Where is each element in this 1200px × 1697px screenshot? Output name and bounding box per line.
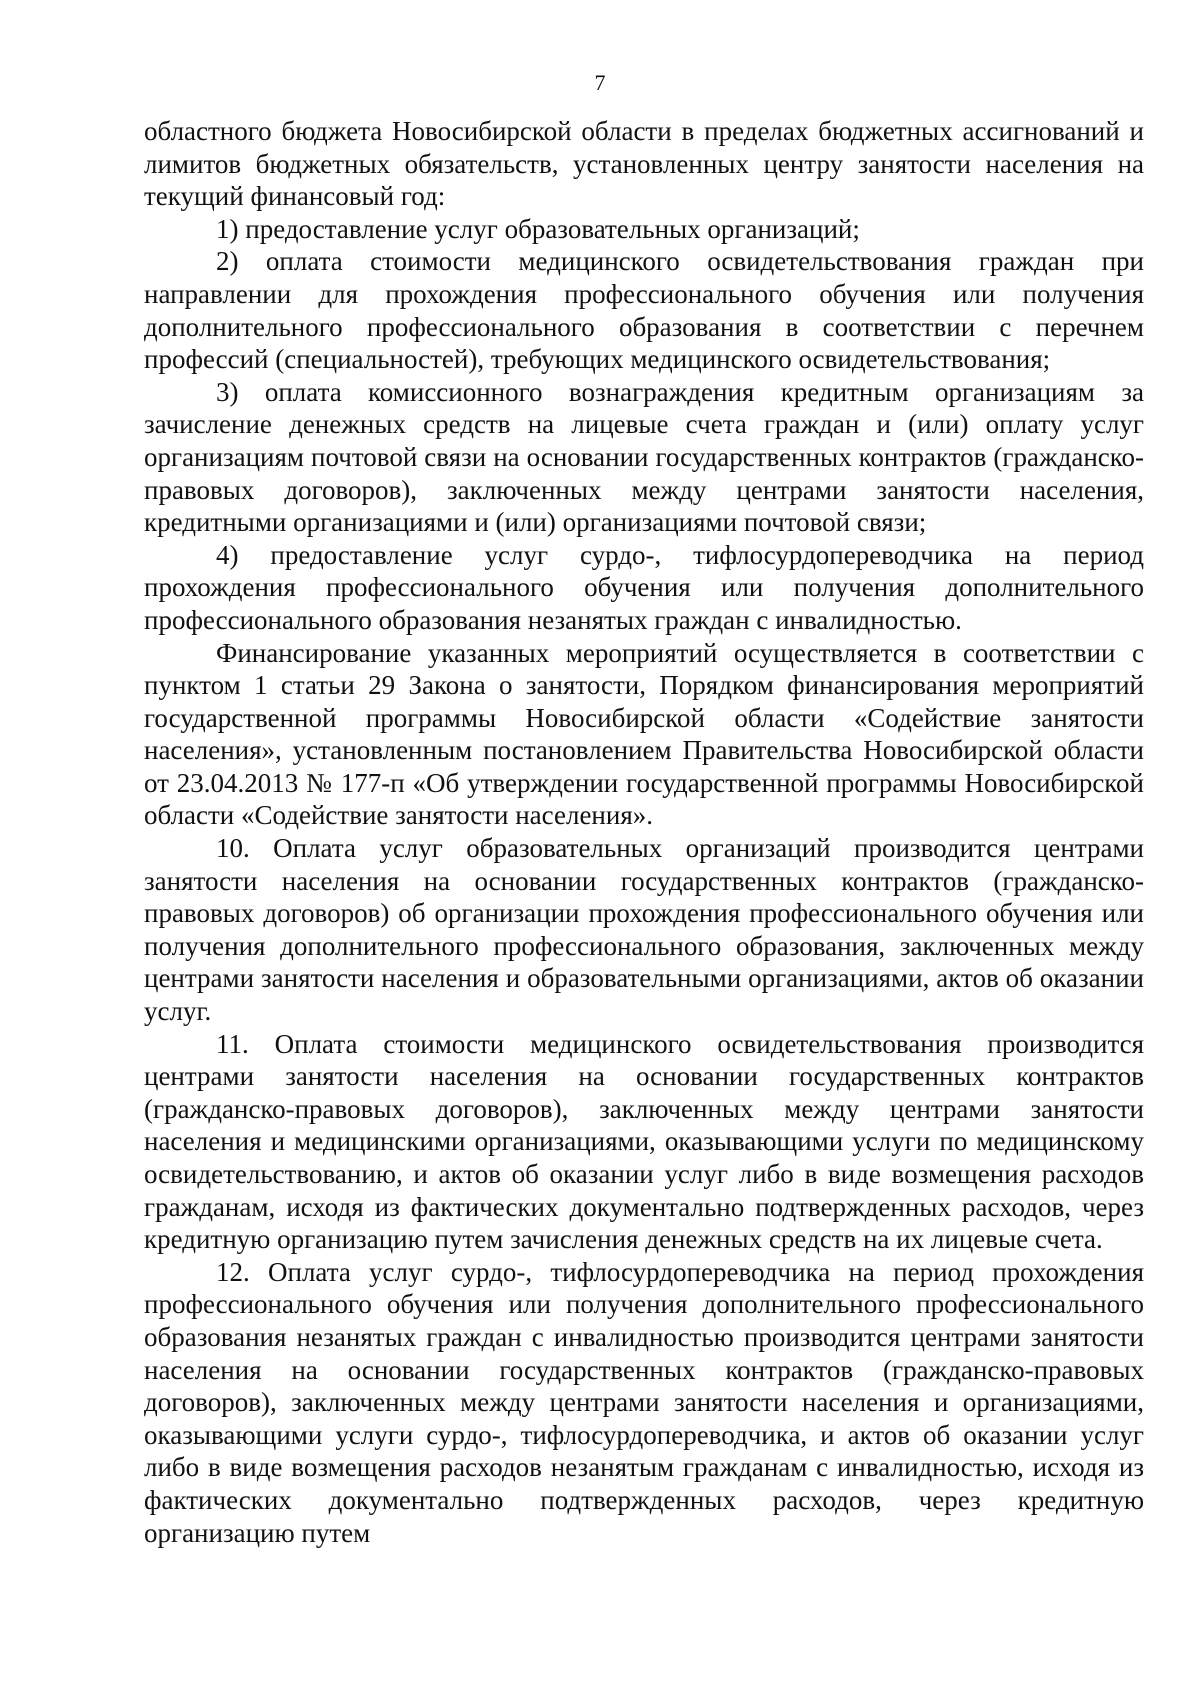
list-item-2: 2) оплата стоимости медицинского освидетельствования граждан при направлении для прохождения профессионального обучения или получения дополнительного профессионального образования в соответствии с перечнем профессий (специальностей), требующих медицинского освидетельствования; (144, 246, 1144, 375)
list-item-3: 3) оплата комиссионного вознаграждения кредитным организациям за зачисление денежных средств на лицевые счета граждан и (или) оплату услуг организациям почтовой связи на основании государственных контрактов (гражданско-правовых договоров), заключенных между центрами занятости населения, кредитными организациями и (или) организациями почтовой связи; (144, 376, 1144, 538)
clause-12: 12. Оплата услуг сурдо-, тифлосурдопереводчика на период прохождения профессионального обучения или получения дополнительного профессионального образования незанятых граждан с инвалидностью производится центрами занятости населения на основании государственных контрактов (гражданско-правовых договоров), заключенных между центрами занятости населения и организациями, оказывающими услуги сурдо-, тифлосурдопереводчика, и актов об оказании услуг либо в виде возмещения расходов незанятым гражданам с инвалидностью, исходя из фактических документально подтвержденных расходов, через кредитную организацию путем (144, 1256, 1144, 1548)
clause-10: 10. Оплата услуг образовательных организаций производится центрами занятости населения на основании государственных контрактов (гражданско-правовых договоров) об организации прохождения профессионального обучения или получения дополнительного профессионального образования, заключенных между центрами занятости населения и образовательными организациями, актов об оказании услуг. (144, 833, 1144, 1027)
clause-11: 11. Оплата стоимости медицинского освидетельствования производится центрами занятости населения на основании государственных контрактов (гражданско-правовых договоров), заключенных между центрами занятости населения и медицинскими организациями, оказывающими услуги по медицинскому освидетельствованию, и актов об оказании услуг либо в виде возмещения расходов гражданам, исходя из фактических документально подтвержденных расходов, через кредитную организацию путем зачисления денежных средств на их лицевые счета. (144, 1028, 1144, 1255)
document-body (144, 115, 1144, 1549)
list-item-1: 1) предоставление услуг образовательных организаций; (216, 213, 860, 244)
list-item-4: 4) предоставление услуг сурдо-, тифлосурдопереводчика на период прохождения профессионального обучения или получения дополнительного профессионального образования незанятых граждан с инвалидностью. (144, 539, 1144, 635)
page-number: 7 (594, 70, 606, 95)
paragraph-financing: Финансирование указанных мероприятий осуществляется в соответствии с пунктом 1 статьи 29 Закона о занятости, Порядком финансирования мероприятий государственной программы Новосибирской области «Содействие занятости населения», установленным постановлением Правительства Новосибирской области от 23.04.2013 № 177-п «Об утверждении государственной программы Новосибирской области «Содействие занятости населения». (144, 637, 1144, 831)
paragraph-continuation: областного бюджета Новосибирской области в пределах бюджетных ассигнований и лимитов бюджетных обязательств, установленных центру занятости населения на текущий финансовый год: (144, 116, 1144, 212)
